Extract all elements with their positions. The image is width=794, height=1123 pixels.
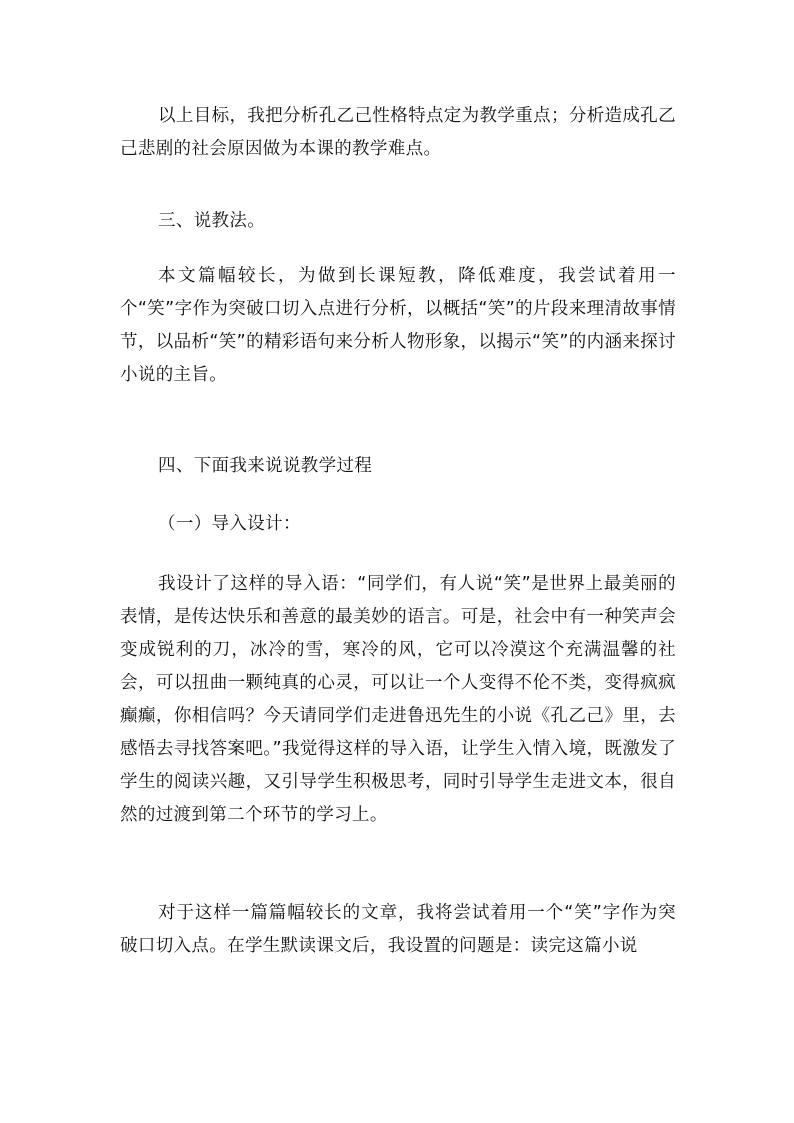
paragraph-text: 对于这样一篇篇幅较长的文章，我将尝试着用一个“笑”字作为突破口切入点。在学生默读课文后，我设置的问题是：读完这篇小说 bbox=[120, 903, 676, 956]
heading-teaching-process bbox=[120, 450, 676, 483]
paragraph-text: 本文篇幅较长，为做到长课短教，降低难度，我尝试着用一个“笑”字作为突破口切入点进行分析，以概括“笑”的片段来理清故事情节，以品析“笑”的精彩语句来分析人物形象，以揭示“笑”的内涵来探讨小说的主旨。 bbox=[120, 266, 676, 385]
heading-text: 四、下面我来说说教学过程 bbox=[158, 456, 373, 476]
heading-teaching-method bbox=[120, 205, 676, 238]
paragraph-text: 以上目标，我把分析孔乙己性格特点定为教学重点；分析造成孔乙己悲剧的社会原因做为本课的教学难点。 bbox=[120, 106, 676, 159]
subheading-text: （一）导入设计： bbox=[158, 514, 301, 534]
heading-text: 三、说教法。 bbox=[158, 211, 266, 231]
paragraph-long-article bbox=[120, 897, 676, 963]
paragraph-introduction bbox=[120, 568, 676, 832]
paragraph-teaching-focus bbox=[120, 100, 676, 166]
paragraph-text: 我设计了这样的导入语：“同学们，有人说“笑”是世界上最美丽的表情，是传达快乐和善意的最美妙的语言。可是，社会中有一种笑声会变成锐利的刀，冰冷的雪，寒冷的风，它可以冷漠这个充满温馨的社会，可以扭曲一颗纯真的心灵，可以让一个人变得不伦不类，变得疯疯癫癫，你相信吗？今天请同学们走进鲁迅先生的小说《孔乙己》里，去感悟去寻找答案吧。”我觉得这样的导入语，让学生入情入境，既激发了学生的阅读兴趣，又引导学生积极思考，同时引导学生走进文本，很自然的过渡到第二个环节的学习上。 bbox=[120, 574, 676, 825]
paragraph-teaching-method bbox=[120, 260, 676, 392]
subheading-introduction-design bbox=[120, 508, 676, 541]
